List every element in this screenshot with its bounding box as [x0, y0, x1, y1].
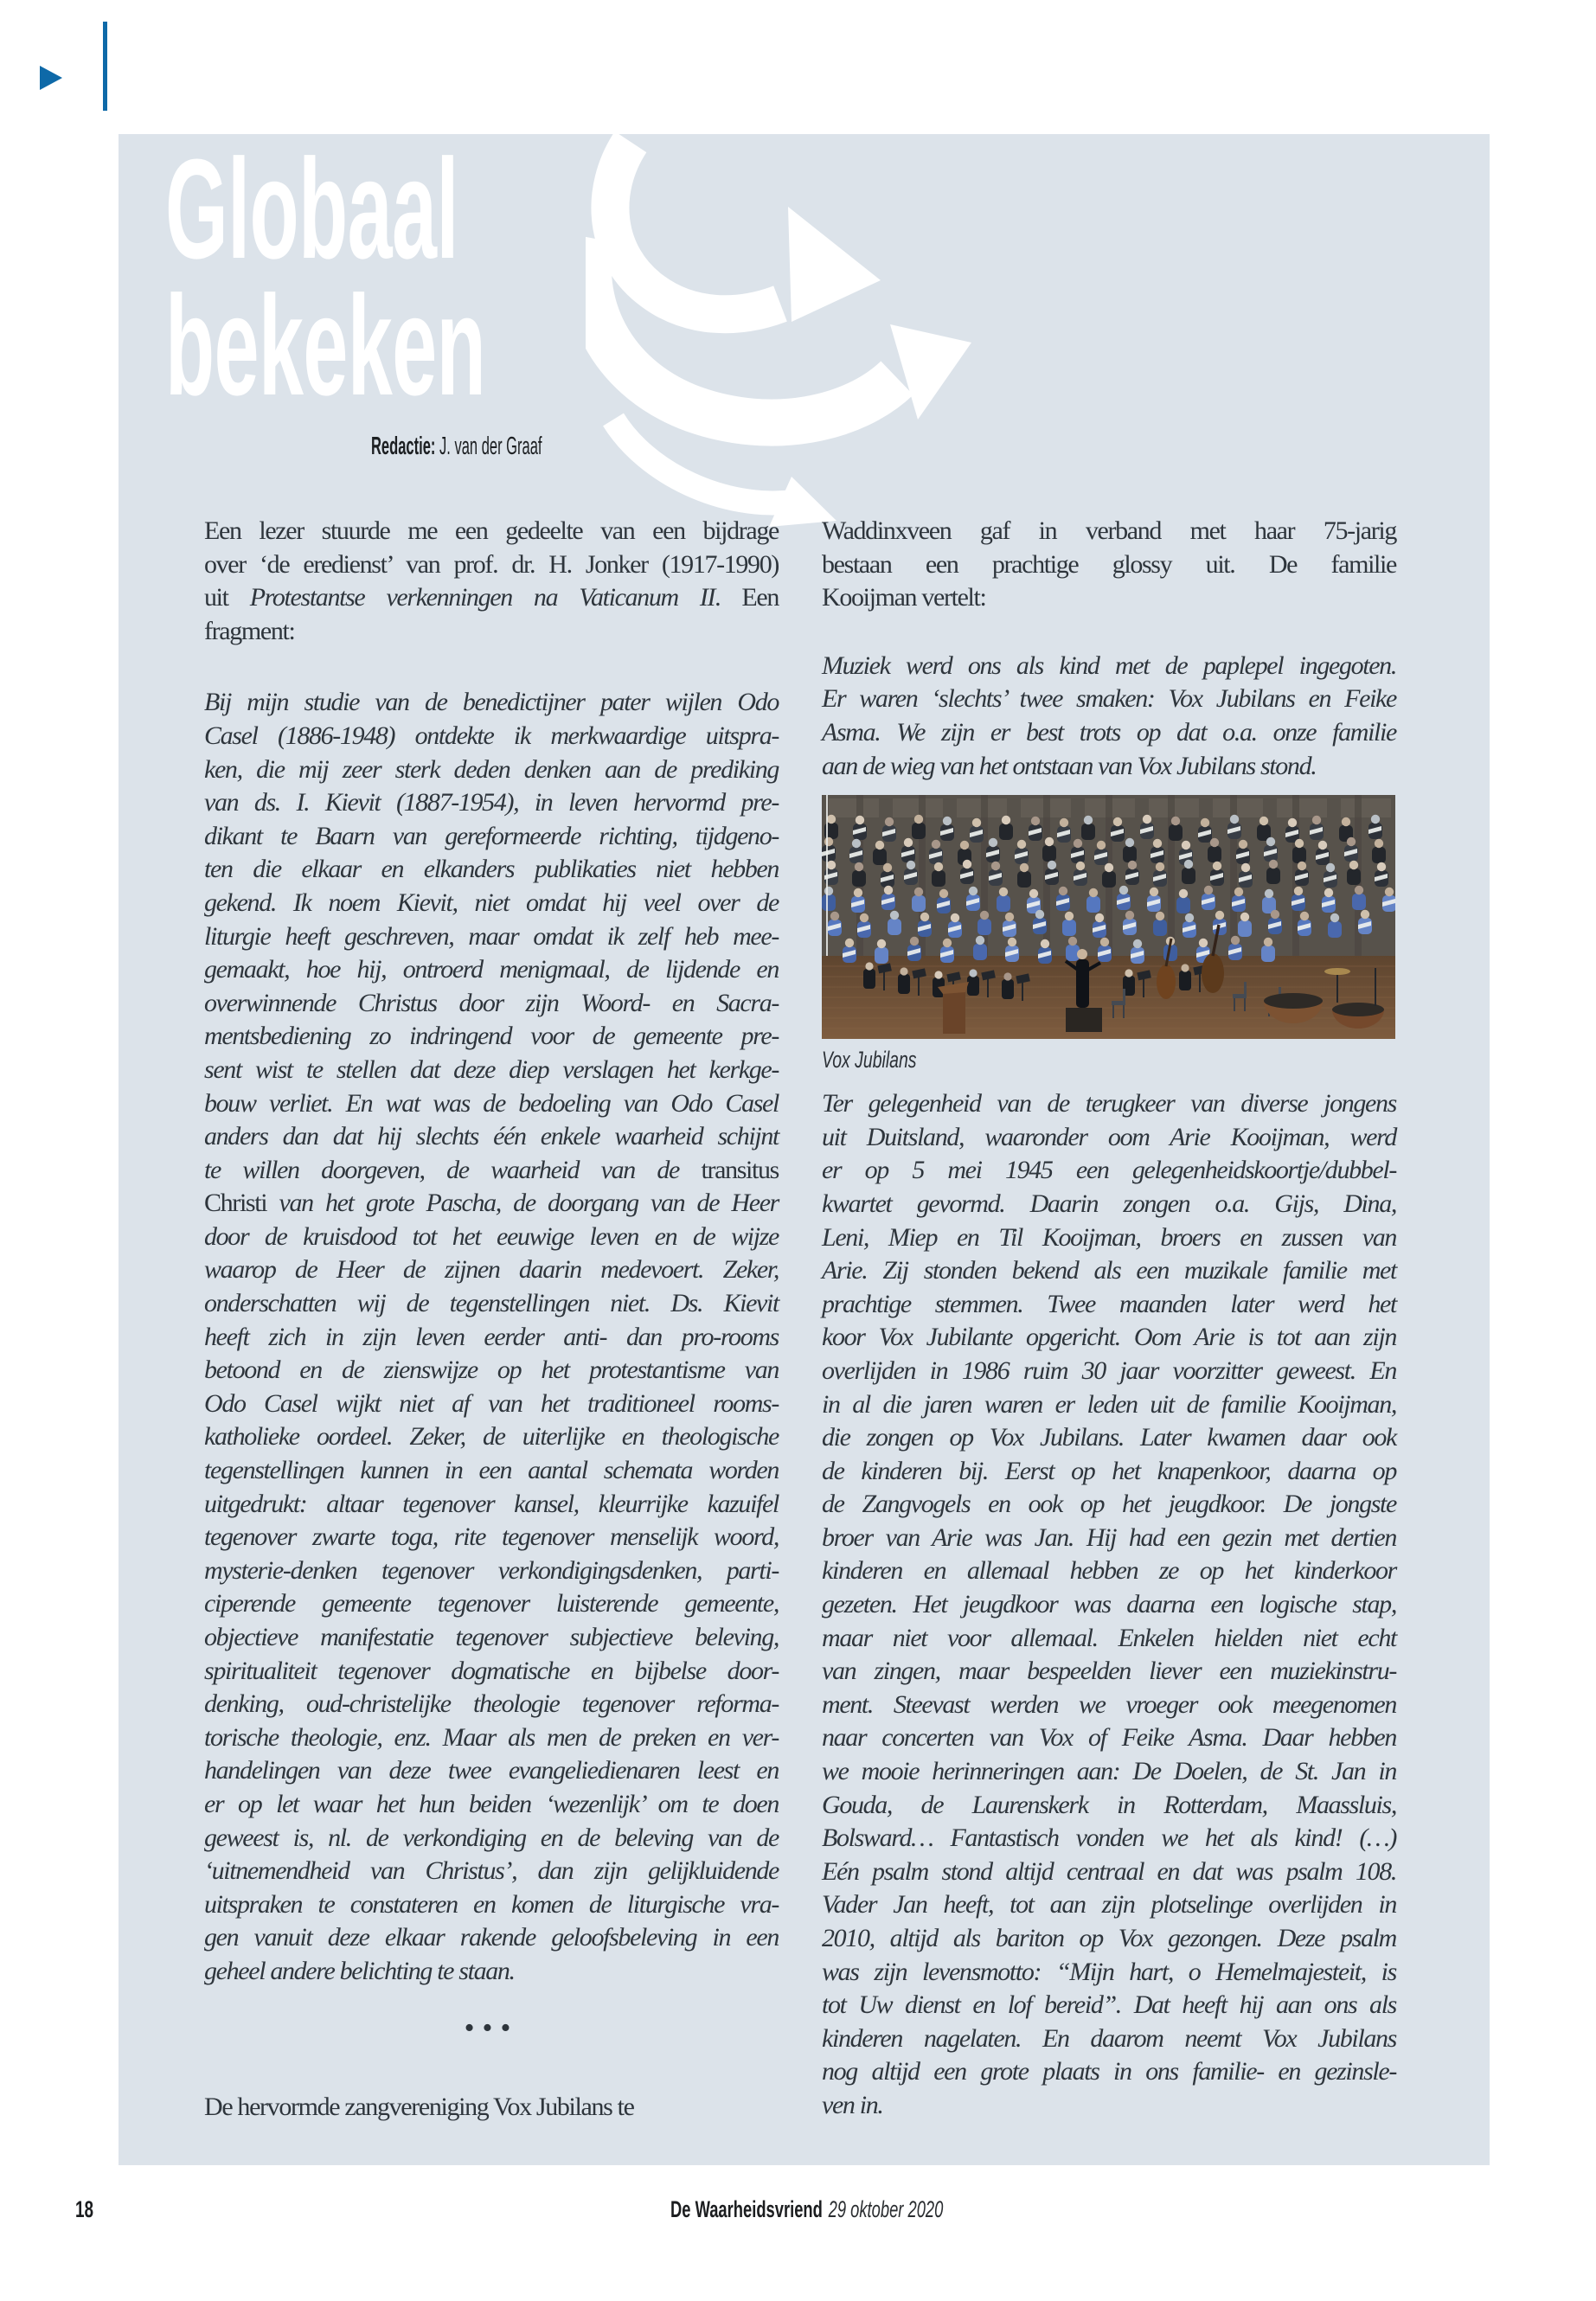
text-line: Er waren ‘slechts’ twee smaken: Vox Jubilans en Feike	[822, 684, 1396, 714]
paragraph	[204, 686, 779, 1988]
text-line: bouw verliet. En wat was de bedoeling van Odo Casel	[204, 1088, 779, 1118]
text-line: katholieke oordeel. Zeker, de uiterlijke en theologische	[204, 1422, 779, 1452]
text-line: gezeten. Het jeugdkoor was daarna een logische stap,	[822, 1590, 1396, 1619]
text-line: geweest is, nl. de verkondiging en de beleving van de	[204, 1823, 779, 1852]
text-line: door de kruisdood tot het eeuwige leven en de wijze	[204, 1221, 779, 1251]
text-line: prachtige stemmen. Twee maanden later werd het	[822, 1289, 1396, 1318]
text-line: tot Uw dienst en lof bereid”. Dat heeft hij aan ons als	[822, 1990, 1396, 2020]
paragraph	[204, 2091, 779, 2125]
text-line: Kooijman vertelt:	[822, 583, 986, 612]
text-line: objectieve manifestatie tegenover subjectieve beleving,	[204, 1623, 779, 1651]
article-title-line2: bekeken	[165, 266, 486, 425]
text-line: aan de wieg van het ontstaan van Vox Jubilans stond.	[822, 751, 1317, 780]
text-line: anders dan dat hij slechts één enkele waarheid schijnt	[204, 1122, 779, 1151]
text-line: ken, die mij zeer sterk deden denken aan de prediking	[204, 754, 779, 784]
text-line: de kinderen bij. Eerst op het knapenkoor, daarna op	[822, 1456, 1396, 1485]
text-line: kinderen nagelaten. En daarom neemt Vox Jubilans	[822, 2023, 1396, 2053]
text-line: broer van Arie was Jan. Hij had een gezin met dertien	[822, 1522, 1396, 1552]
text-line: torische theologie, enz. Maar als men de preken en ver-	[204, 1722, 779, 1752]
article-title-line1: Globaal	[165, 130, 458, 288]
text-line: kinderen en allemaal hebben ze op het kinderkoor	[822, 1556, 1396, 1586]
text-line: mysterie-denken tegenover verkondigingsdenken, parti-	[204, 1555, 779, 1585]
text-line: Waddinxveen gaf in verband met haar 75-jarig	[822, 516, 1396, 545]
text-line: Gouda, de Laurenskerk in Rotterdam, Maassluis,	[822, 1790, 1396, 1819]
text-line: Christi van het grote Pascha, de doorgang van de Heer	[204, 1189, 779, 1218]
text-line: overwinnende Christus door zijn Woord- en Sacra-	[204, 988, 779, 1017]
text-line: geheel andere belichting te staan.	[204, 1956, 515, 1985]
text-line: mentsbediening zo indringend voor de gemeente pre-	[204, 1022, 779, 1051]
paragraph	[204, 515, 779, 648]
footer-masthead	[670, 2196, 943, 2222]
paragraph	[822, 650, 1396, 783]
text-line: uitgedrukt: altaar tegenover kansel, kleurrijke kazuifel	[204, 1489, 779, 1518]
text-line: we mooie herinneringen aan: De Doelen, de St. Jan in	[822, 1757, 1396, 1786]
editor-name: J. van der Graaf	[435, 433, 542, 460]
text-line: de Zangvogels en ook op het jeugdkoor. De jongste	[822, 1490, 1396, 1519]
text-line: er op 5 mei 1945 een gelegenheidskoortje/dubbel-	[822, 1156, 1396, 1185]
text-line: Leni, Miep en Til Kooijman, broers en zussen van	[822, 1222, 1396, 1252]
left-text-column	[204, 515, 779, 2124]
photo-caption: Vox Jubilans	[822, 1047, 917, 1074]
footer-date: 29 oktober 2020	[828, 2196, 944, 2222]
text-line: Bij mijn studie van de benedictijner pater wijlen Odo	[204, 688, 779, 717]
text-line: Ter gelegenheid van de terugkeer van diverse jongens	[822, 1089, 1396, 1118]
text-line: 2010, altijd als bariton op Vox gezongen. Deze psalm	[822, 1924, 1396, 1952]
text-line: uit Protestantse verkenningen na Vaticanum II. Een	[204, 583, 779, 612]
editor-byline	[371, 433, 542, 459]
paragraph	[822, 515, 1396, 615]
choir-photo	[822, 795, 1395, 1039]
text-line: spiritualiteit tegenover dogmatische en bijbelse door-	[204, 1656, 779, 1685]
text-line: tegenover zwarte toga, rite tegenover menselijk woord,	[204, 1522, 779, 1552]
text-line: Asma. We zijn er best trots op dat o.a. onze familie	[822, 717, 1396, 747]
text-line: ven in.	[822, 2090, 883, 2119]
right-column-intro	[822, 515, 1396, 783]
text-line: heeft zich in zijn leven eerder anti- dan pro-rooms	[204, 1322, 779, 1351]
text-line: onderschatten wij de tegenstellingen niet. Ds. Kievit	[204, 1289, 779, 1318]
text-line: Vader Jan heeft, tot aan zijn plotselinge overlijden in	[822, 1890, 1396, 1920]
right-column-story	[822, 1087, 1396, 2122]
text-line: Muziek werd ons als kind met de paplepel ingegoten.	[822, 651, 1396, 680]
footer-brand: De Waarheidsvriend	[670, 2196, 823, 2222]
text-line: ment. Steevast werden we vroeger ook meegenomen	[822, 1689, 1396, 1719]
choir-photo-figure	[822, 795, 1396, 1074]
text-line: Een lezer stuurde me een gedeelte van een bijdrage	[204, 516, 779, 545]
text-line: kwartet gevormd. Daarin zongen o.a. Gijs, Dina,	[822, 1189, 1396, 1218]
text-line: ten die elkaar en elkanders publikaties niet hebben	[204, 855, 779, 884]
text-line: gekend. Ik noem Kievit, niet omdat hij veel over de	[204, 888, 779, 917]
text-line: bestaan een prachtige glossy uit. De familie	[822, 549, 1396, 579]
text-line: Casel (1886-1948) ontdekte ik merkwaardige uitspra-	[204, 721, 779, 750]
text-line: ‘uitnemendheid van Christus’, dan zijn gelijkluidende	[204, 1856, 779, 1886]
text-line: over ‘de eredienst’ van prof. dr. H. Jonker (1917-1990)	[204, 549, 779, 579]
right-text-column	[822, 515, 1396, 2123]
text-line: Eén psalm stond altijd centraal en dat was psalm 108.	[822, 1856, 1396, 1886]
page-marker-rule	[103, 22, 107, 111]
text-line: van ds. I. Kievit (1887-1954), in leven hervormd pre-	[204, 788, 779, 817]
text-line: tegenstellingen kunnen in een aantal schemata worden	[204, 1456, 779, 1485]
page-number: 18	[75, 2196, 94, 2222]
text-line: handelingen van deze twee evangeliedienaren leest en	[204, 1756, 779, 1785]
text-line: nog altijd een grote plaats in ons familie- en gezinsle-	[822, 2057, 1396, 2086]
text-line: ciperende gemeente tegenover luisterende gemeente,	[204, 1589, 779, 1618]
text-line: maar niet voor allemaal. Enkelen hielden niet echt	[822, 1623, 1396, 1652]
editor-label: Redactie:	[371, 433, 436, 460]
text-line: De hervormde zangvereniging Vox Jubilans te	[204, 2092, 634, 2121]
text-line: Bolsward… Fantastisch vonden we het als kind! (…)	[822, 1823, 1396, 1853]
text-line: Odo Casel wijkt niet af van het traditioneel rooms-	[204, 1388, 779, 1418]
text-line: liturgie heeft geschreven, maar omdat ik zelf heb mee-	[204, 921, 779, 951]
text-line: gemaakt, hoe hij, ontroerd menigmaal, de lijdende en	[204, 955, 779, 984]
text-line: betoond en de zienswijze op het protestantisme van	[204, 1356, 779, 1385]
text-line: in al die jaren waren er leden uit de familie Kooijman,	[822, 1389, 1396, 1419]
text-line: te willen doorgeven, de waarheid van de transitus	[204, 1155, 779, 1184]
text-line: er op let waar het hun beiden ‘wezenlijk’ om te doen	[204, 1789, 779, 1818]
page-marker-arrow-icon	[40, 66, 62, 90]
text-line: gen vanuit deze elkaar rakende geloofsbeleving in een	[204, 1923, 779, 1952]
paragraph	[822, 1087, 1396, 2122]
section-separator-dots: •••	[464, 2011, 519, 2044]
article-title	[165, 130, 727, 425]
article-panel	[119, 130, 1490, 2165]
text-line: koor Vox Jubilante opgericht. Oom Arie is tot aan zijn	[822, 1323, 1396, 1352]
text-line: uit Duitsland, waaronder oom Arie Kooijman, werd	[822, 1122, 1396, 1151]
text-line: Arie. Zij stonden bekend als een muzikale familie met	[822, 1256, 1396, 1285]
text-line: denking, oud-christelijke theologie tegenover reforma-	[204, 1689, 779, 1719]
text-line: overlijden in 1986 ruim 30 jaar voorzitter geweest. En	[822, 1356, 1396, 1385]
text-line: uitspraken te constateren en komen de liturgische vra-	[204, 1889, 779, 1919]
text-line: naar concerten van Vox of Feike Asma. Daar hebben	[822, 1723, 1396, 1753]
text-line: dikant te Baarn van gereformeerde richting, tijdgeno-	[204, 821, 779, 850]
text-line: fragment:	[204, 616, 295, 645]
text-line: die zongen op Vox Jubilans. Later kwamen daar ook	[822, 1423, 1396, 1452]
text-line: waarop de Heer de zijnen daarin medevoert. Zeker,	[204, 1255, 779, 1285]
text-line: van zingen, maar bespeelden liever een muziekinstru-	[822, 1657, 1396, 1686]
text-line: was zijn levensmotto: “Mijn hart, o Hemelmajesteit, is	[822, 1957, 1396, 1986]
text-line: sent wist te stellen dat deze diep verslagen het kerkge-	[204, 1054, 779, 1084]
